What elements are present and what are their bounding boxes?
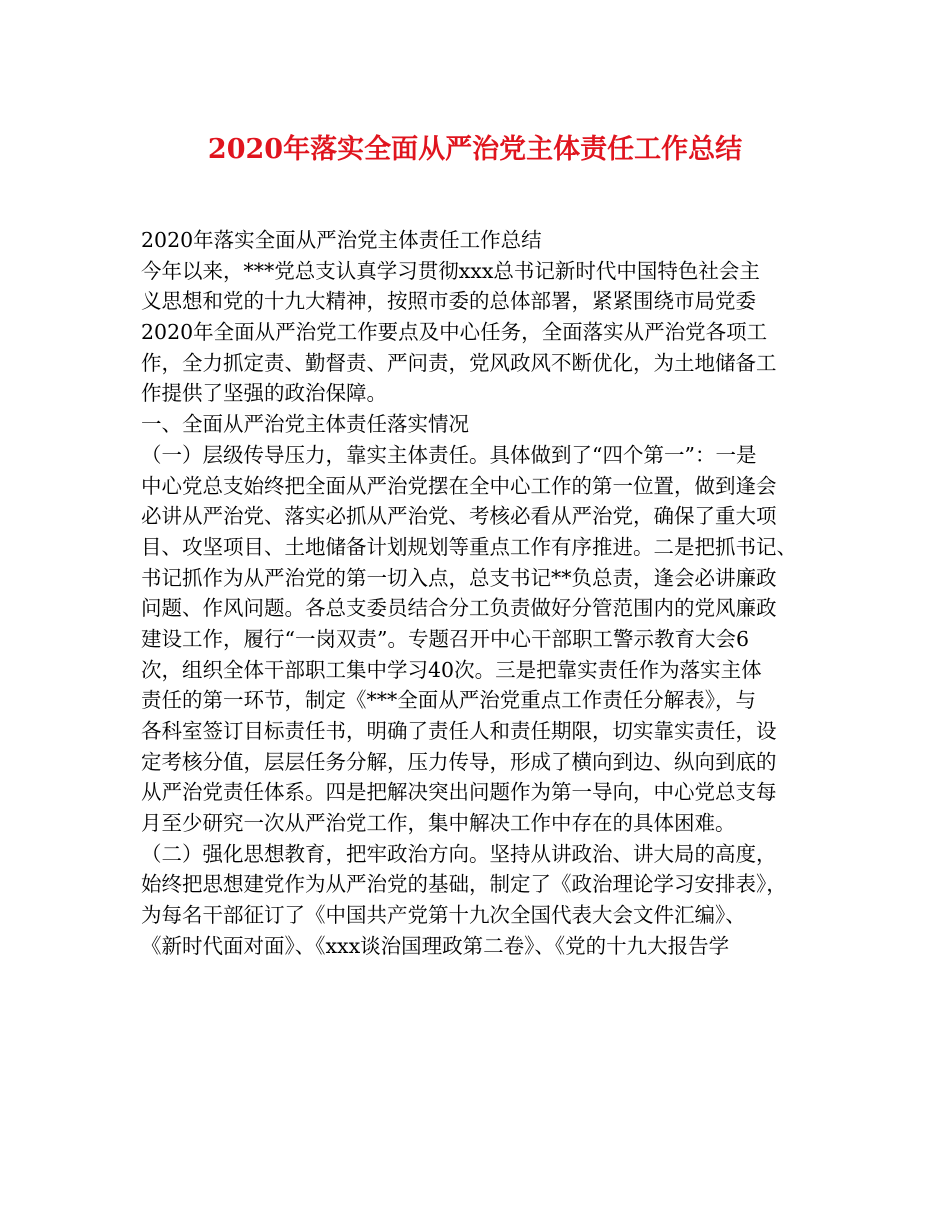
body-line: 从严治党责任体系。四是把解决突出问题作为第一导向，中心党总支每 [141, 780, 777, 805]
body-line: 2020年落实全面从严治党主体责任工作总结 [141, 228, 542, 252]
body-line: 各科室签订目标责任书，明确了责任人和责任期限，切实靠实责任，设 [141, 719, 777, 743]
body-line: 目、攻坚项目、土地储备计划规划等重点工作有序推进。二是把抓书记、 [141, 534, 797, 559]
body-line: 作，全力抓定责、勤督责、严问责，党风政风不断优化，为土地储备工 [141, 350, 777, 375]
body-line: 书记抓作为从严治党的第一切入点，总支书记**负总责，逢会必讲廉政 [141, 565, 777, 590]
section-heading: 一、全面从严治党主体责任落实情况 [141, 412, 469, 437]
body-line: 义思想和党的十九大精神，按照市委的总体部署，紧紧围绕市局党委 [141, 289, 756, 314]
body-line: 今年以来，***党总支认真学习贯彻xxx总书记新时代中国特色社会主 [141, 258, 760, 283]
body-line: 问题、作风问题。各总支委员结合分工负责做好分管范围内的党风廉政 [141, 596, 777, 621]
document-title: 2020年落实全面从严治党主体责任工作总结 [207, 134, 743, 165]
body-line: 必讲从严治党、落实必抓从严治党、考核必看从严治党，确保了重大项 [141, 504, 777, 529]
body-line: 定考核分值，层层任务分解，压力传导，形成了横向到边、纵向到底的 [141, 749, 777, 774]
body-line: 《新时代面对面》、《xxx谈治国理政第二卷》、《党的十九大报告学 [141, 933, 730, 958]
body-line: 中心党总支始终把全面从严治党摆在全中心工作的第一位置，做到逢会 [141, 473, 777, 498]
document-body [141, 225, 811, 962]
body-line: 作提供了坚强的政治保障。 [141, 381, 387, 406]
body-line: 始终把思想建党作为从严治党的基础，制定了《政治理论学习安排表》， [141, 872, 787, 897]
body-line: （二）强化思想教育，把牢政治方向。坚持从讲政治、讲大局的高度， [141, 841, 777, 866]
body-line: 为每名干部征订了《中国共产党第十九次全国代表大会文件汇编》、 [141, 903, 746, 928]
body-line: 月至少研究一次从严治党工作，集中解决工作中存在的具体困难。 [141, 811, 736, 836]
body-line: 责任的第一环节，制定《***全面从严治党重点工作责任分解表》，与 [141, 688, 756, 713]
body-line: 建设工作，履行“一岗双责”。专题召开中心干部职工警示教育大会6 [141, 626, 750, 651]
body-line: 次，组织全体干部职工集中学习40次。三是把靠实责任作为落实主体 [141, 657, 762, 682]
body-line: 2020年全面从严治党工作要点及中心任务，全面落实从严治党各项工 [141, 320, 768, 345]
body-line: （一）层级传导压力，靠实主体责任。具体做到了“四个第一”：一是 [141, 442, 757, 467]
